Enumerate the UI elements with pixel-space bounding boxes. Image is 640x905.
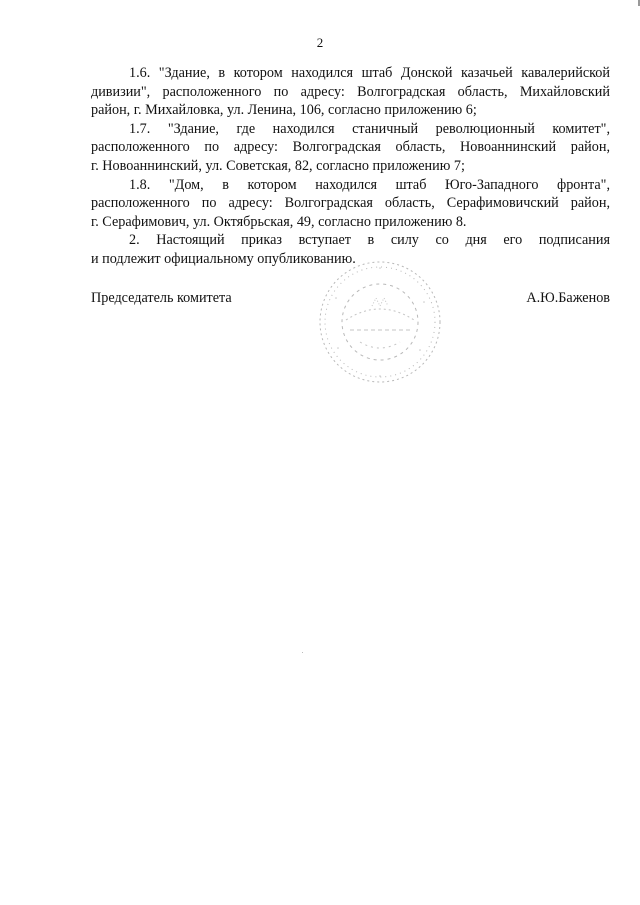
signatory-name: А.Ю.Баженов [526,290,610,306]
item-1-6-line-1: 1.6. "Здание, в котором находился штаб Донской казачьей кавалерийской [129,65,610,81]
document-body [91,64,610,269]
scan-speck [302,652,303,653]
item-1-8-line-1: 1.8. "Дом, в котором находился штаб Юго-Западного фронта", [129,176,610,193]
item-1-6-line-3: район, г. Михайловка, ул. Ленина, 106, согласно приложению 6; [91,102,477,119]
item-1-8-line-3: г. Серафимович, ул. Октябрьская, 49, согласно приложению 8. [91,213,467,230]
item-1-6-line-2: дивизии", расположенного по адресу: Волгоградская область, Михайловский [91,83,610,100]
item-1-6 [91,64,610,120]
item-1-7-line-3: г. Новоаннинский, ул. Советская, 82, согласно приложению 7; [91,157,465,174]
page-number: 2 [316,35,324,50]
item-1-8-line-2: расположенного по адресу: Волгоградская область, Серафимовичский район, [91,195,610,212]
item-2-line-2: и подлежит официальному опубликованию. [91,250,356,267]
signatory-position: Председатель комитета [91,290,232,306]
item-1-8 [91,176,610,232]
item-1-7-line-1: 1.7. "Здание, где находился станичный революционный комитет", [129,120,610,137]
item-1-7-line-2: расположенного по адресу: Волгоградская область, Новоаннинский район, [91,139,610,156]
round-seal-icon [316,258,444,386]
signature-block [91,290,610,312]
item-1-7 [91,120,610,176]
item-2-line-1: 2. Настоящий приказ вступает в силу со дня его подписания [129,232,610,249]
